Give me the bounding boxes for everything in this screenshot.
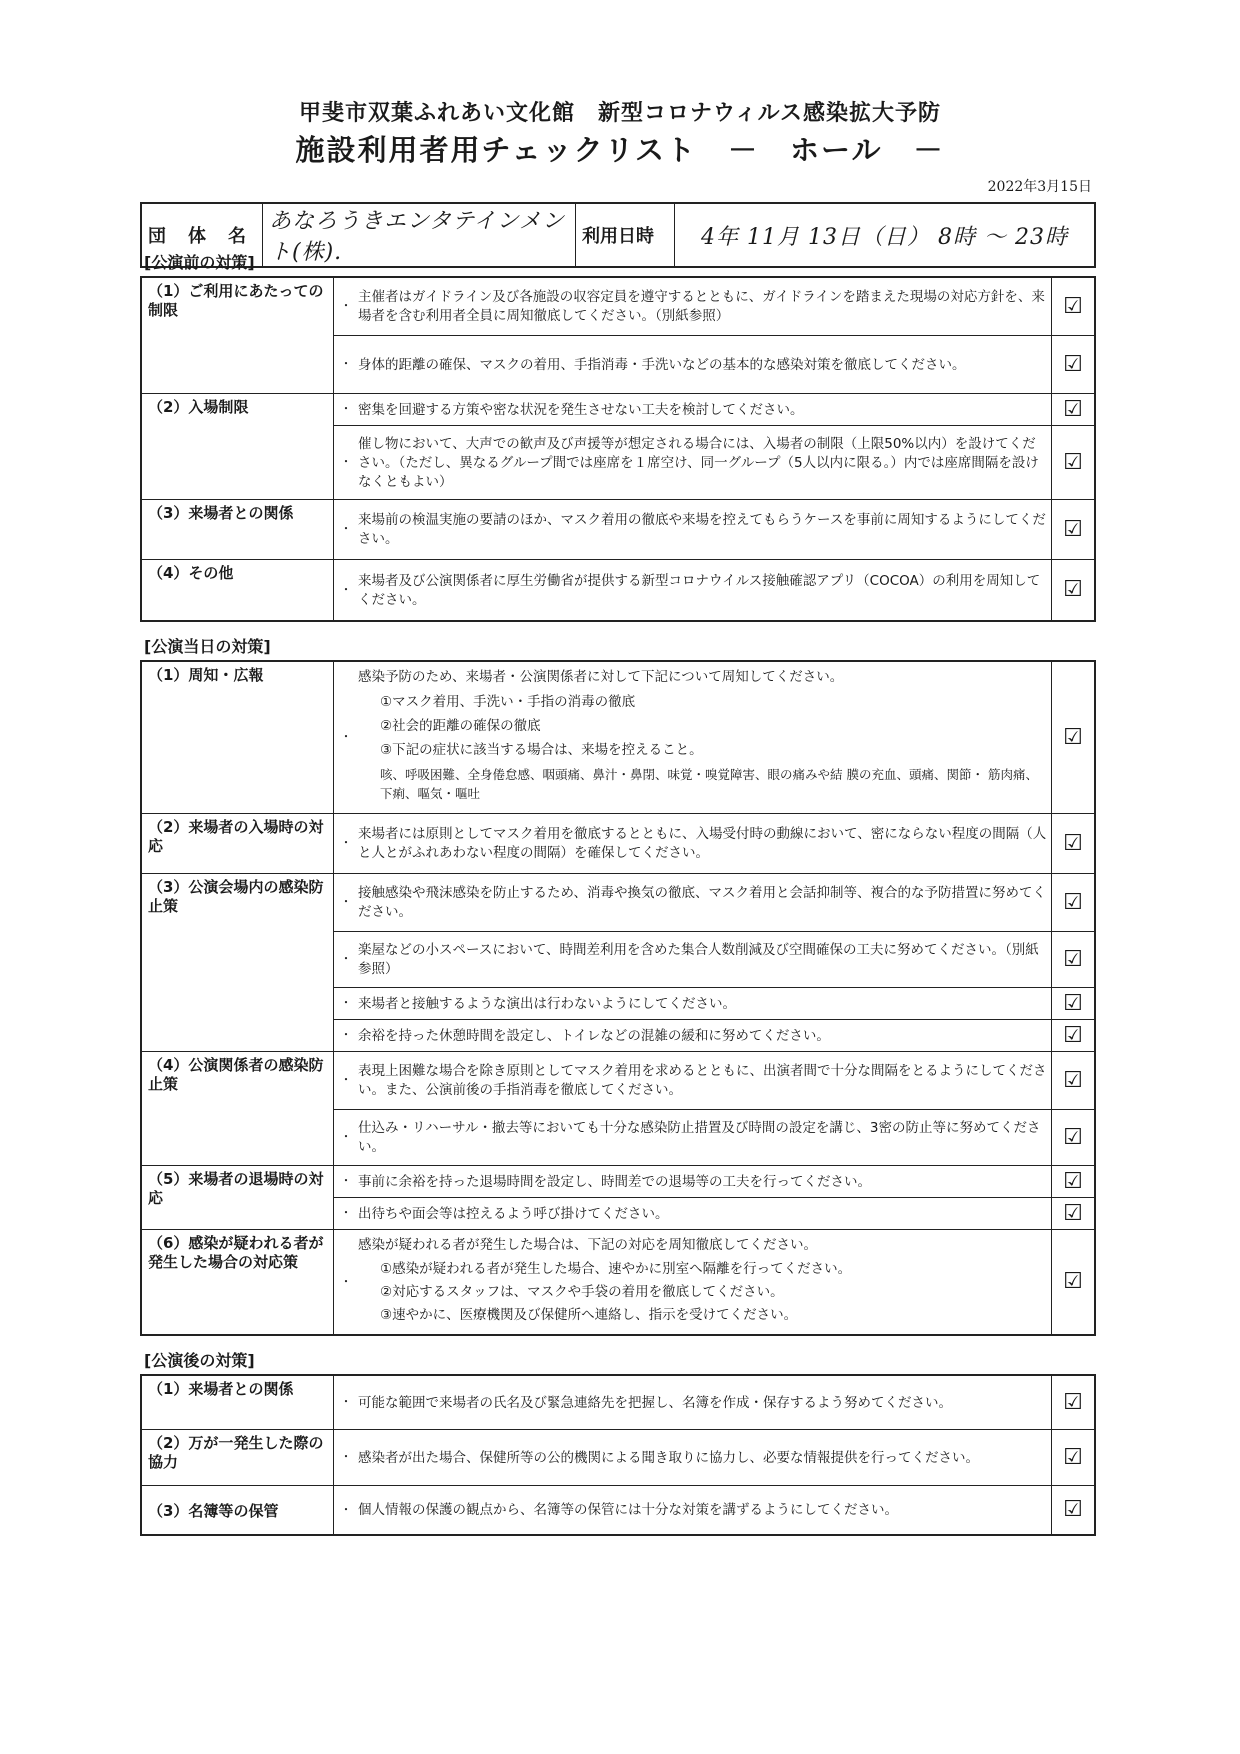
dayof-cat-2: （2）来場者の入場時の対応 [141,813,334,873]
title-line2: 施設利用者用チェックリスト － ホール － [295,133,945,167]
checkbox-icon[interactable]: ☑ [1052,987,1096,1019]
checkbox-icon[interactable]: ☑ [1052,1429,1096,1485]
before-item-3-1: ・ 来場前の検温実施の要請のほか、マスク着用の徹底や来場を控えてもらうケースを事前に周知するようにしてください。 [334,499,1052,559]
dayof-item-6-sub2: ②対応するスタッフは、マスクや手袋の着用を徹底してください。 [380,1283,784,1300]
dayof-item-5-1: ・ 事前に余裕を持った退場時間を設定し、時間差での退場等の工夫を行ってください。 [334,1165,1052,1197]
dayof-table [140,660,1096,1336]
checkbox-icon[interactable]: ☑ [1052,813,1096,873]
after-item-3-1: ・ 個人情報の保護の観点から、名簿等の保管には十分な対策を講ずるようにしてください。 [334,1485,1052,1535]
dayof-item-6-text: 感染が疑われる者が発生した場合は、下記の対応を周知徹底してください。 [358,1236,817,1253]
checkbox-icon[interactable]: ☑ [1052,1165,1096,1197]
before-item-4-1: ・ 来場者及び公演関係者に厚生労働省が提供する新型コロナウイルス接触確認アプリ（COCOA）の利用を周知してください。 [334,559,1052,621]
dayof-item-6 [334,1229,1052,1335]
dayof-item-1-sub2: ②社会的距離の確保の徹底 [380,718,541,734]
checkbox-icon[interactable]: ☑ [1052,1485,1096,1535]
after-cat-2: （2）万が一発生した際の協力 [141,1429,334,1485]
before-table [140,276,1096,622]
after-cat-1: （1）来場者との関係 [141,1375,334,1429]
section-dayof: [公演当日の対策] [144,637,271,656]
after-table [140,1374,1096,1536]
usage-datetime-value[interactable]: 4年 11月 13日（日） 8時 ～ 23時 [675,203,1096,267]
checkbox-icon[interactable]: ☑ [1052,661,1096,813]
checkbox-icon[interactable]: ☑ [1052,1375,1096,1429]
before-cat-2: （2）入場制限 [141,393,334,499]
header-table [140,202,1096,268]
dayof-item-6-sub3: ③速やかに、医療機関及び保健所へ連絡し、指示を受けてください。 [380,1306,798,1323]
checkbox-icon[interactable]: ☑ [1052,873,1096,931]
dayof-cat-6: （6）感染が疑われる者が発生した場合の対応策 [141,1229,334,1335]
dayof-item-3-2: ・ 楽屋などの小スペースにおいて、時間差利用を含めた集合人数削減及び空間確保の工夫に努めてください。（別紙参照） [334,931,1052,987]
after-cat-3: （3）名簿等の保管 [141,1485,334,1535]
checkbox-icon[interactable]: ☑ [1052,393,1096,425]
before-cat-3: （3）来場者との関係 [141,499,334,559]
dayof-item-1 [334,661,1052,813]
dayof-item-5-2: ・ 出待ちや面会等は控えるよう呼び掛けてください。 [334,1197,1052,1229]
before-item-1-1: ・ 主催者はガイドライン及び各施設の収容定員を遵守するとともに、ガイドラインを踏まえた現場の対応方針を、来場者を含む利用者全員に周知徹底してください。（別紙参照） [334,277,1052,335]
document-date: 2022年3月15日 [987,179,1092,195]
dayof-item-3-1: ・ 接触感染や飛沫感染を防止するため、消毒や換気の徹底、マスク着用と会話抑制等、複合的な予防措置に努めてください。 [334,873,1052,931]
checkbox-icon[interactable]: ☑ [1052,1051,1096,1109]
after-item-2-1: ・ 感染者が出た場合、保健所等の公的機関による聞き取りに協力し、必要な情報提供を行ってください。 [334,1429,1052,1485]
dayof-cat-1: （1）周知・広報 [141,661,334,813]
after-item-1-1: ・ 可能な範囲で来場者の氏名及び緊急連絡先を把握し、名簿を作成・保存するよう努めてください。 [334,1375,1052,1429]
dayof-item-4-1: ・ 表現上困難な場合を除き原則としてマスク着用を求めるとともに、出演者間で十分な間隔をとるようにしてください。また、公演前後の手指消毒を徹底してください。 [334,1051,1052,1109]
dayof-cat-3: （3）公演会場内の感染防止策 [141,873,334,1051]
before-item-2-2: ・ 催し物において、大声での歓声及び声援等が想定される場合には、入場者の制限（上限50%以内）を設けてください。（ただし、異なるグループ間では座席を１席空け、同一グループ（5人以内に限る。）内では座席間隔を設けなくともよい） [334,425,1052,499]
dayof-item-1-text: 感染予防のため、来場者・公演関係者に対して下記について周知してください。 [358,669,844,685]
dayof-item-1-sub3: ③下記の症状に該当する場合は、来場を控えること。 [380,742,703,758]
dayof-item-6-sub1: ①感染が疑われる者が発生した場合、速やかに別室へ隔離を行ってください。 [380,1260,852,1277]
dayof-item-3-3: ・ 来場者と接触するような演出は行わないようにしてください。 [334,987,1052,1019]
dayof-item-2-1: ・ 来場者には原則としてマスク着用を徹底するとともに、入場受付時の動線において、密にならない程度の間隔（人と人とがふれあわない程度の間隔）を確保してください。 [334,813,1052,873]
dayof-item-1-sub1: ①マスク着用、手洗い・手指の消毒の徹底 [380,694,636,710]
section-after: [公演後の対策] [144,1351,255,1370]
checkbox-icon[interactable]: ☑ [1052,1197,1096,1229]
checkbox-icon[interactable]: ☑ [1052,559,1096,621]
section-before: [公演前の対策] [144,253,255,272]
before-item-1-2: ・ 身体的距離の確保、マスクの着用、手指消毒・手洗いなどの基本的な感染対策を徹底してください。 [334,335,1052,393]
dayof-item-1-sub4: 咳、呼吸困難、全身倦怠感、咽頭痛、鼻汁・鼻閉、味覚・嗅覚障害、眼の痛みや結 膜の充血、頭痛、関節・ 筋肉痛、下痢、嘔気・嘔吐 [380,767,1038,801]
dayof-item-3-4: ・ 余裕を持った休憩時間を設定し、トイレなどの混雑の緩和に努めてください。 [334,1019,1052,1051]
dayof-cat-5: （5）来場者の退場時の対応 [141,1165,334,1229]
dayof-cat-4: （4）公演関係者の感染防止策 [141,1051,334,1165]
dayof-item-4-2: ・ 仕込み・リハーサル・撤去等においても十分な感染防止措置及び時間の設定を講じ、3密の防止等に努めてください。 [334,1109,1052,1165]
usage-datetime-label: 利用日時 [576,203,675,267]
group-name-value[interactable]: あなろうきエンタテインメント(株). [263,203,576,267]
before-cat-1: （1）ご利用にあたっての制限 [141,277,334,393]
checkbox-icon[interactable]: ☑ [1052,425,1096,499]
checkbox-icon[interactable]: ☑ [1052,1019,1096,1051]
before-item-2-1: ・ 密集を回避する方策や密な状況を発生させない工夫を検討してください。 [334,393,1052,425]
checkbox-icon[interactable]: ☑ [1052,499,1096,559]
checkbox-icon[interactable]: ☑ [1052,1109,1096,1165]
group-name-label: 団 体 名 [141,203,263,267]
checkbox-icon[interactable]: ☑ [1052,1229,1096,1335]
before-cat-4: （4）その他 [141,559,334,621]
checkbox-icon[interactable]: ☑ [1052,931,1096,987]
checkbox-icon[interactable]: ☑ [1052,277,1096,335]
checkbox-icon[interactable]: ☑ [1052,335,1096,393]
title-line1: 甲斐市双葉ふれあい文化館 新型コロナウィルス感染拡大予防 [298,101,942,126]
